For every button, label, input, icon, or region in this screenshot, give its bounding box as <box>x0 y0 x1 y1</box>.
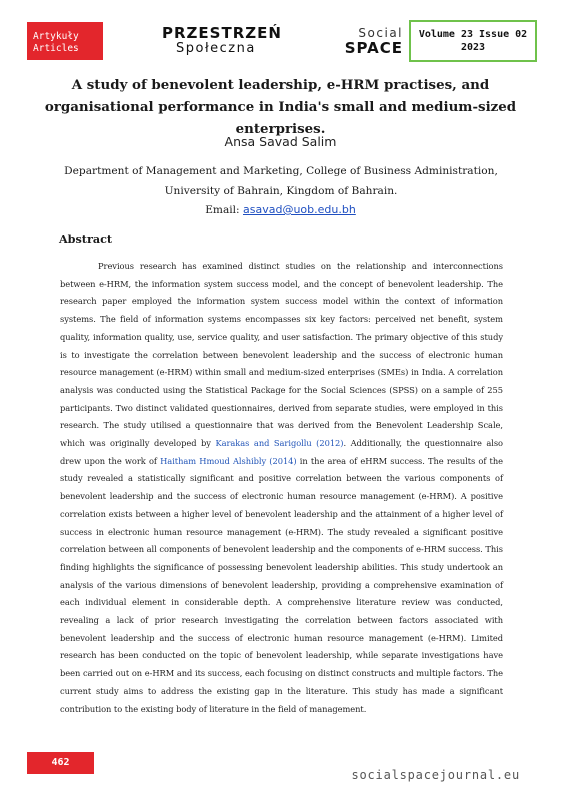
journal-website: socialspacejournal.eu <box>351 768 520 782</box>
volume-issue-label: Volume 23 Issue 02 <box>418 29 528 40</box>
article-type-badge <box>27 22 103 60</box>
author-name: Ansa Savad Salim <box>224 134 337 149</box>
email-link[interactable]: asavad@uob.edu.bh <box>243 203 356 216</box>
citation-link-alshibly[interactable]: Haitham Hmoud Alshibly (2014) <box>160 455 297 466</box>
volume-year: 2023 <box>460 42 486 53</box>
volume-issue-box <box>409 20 537 62</box>
badge-label-polish: Artykuły <box>33 31 79 42</box>
logo-en-line2: SPACE <box>344 39 403 57</box>
paper-title: A study of benevolent leadership, e-HRM practises, and organisational performance in India's small and medium-sized enterprises. <box>44 77 517 137</box>
logo-pl-line1: PRZESTRZEŃ <box>162 24 282 42</box>
abstract-text-part1: Previous research has examined distinct studies on the relationship and interconnections between e-HRM, the information system success model, and the concept of benevolent leadership. The research paper employed the information system success model within the context of information systems. The field of information systems encompasses six key factors: perceived net benefit, system quality, information quality, use, service quality, and user satisfaction. The primary objective of this study is to investigate the correlation between benevolent leadership and the success of electronic human resource management (e-HRM) within small and medium-sized enterprises (SMEs) in India. A correlation analysis was conducted using the Statistical Package for the Social Sciences (SPSS) on a sample of 255 participants. Two distinct validated questionnaires, derived from separate studies, were employed in this research. The study utilised a questionnaire that was derived from the Benevolent Leadership Scale, which was originally developed by <box>60 261 503 449</box>
logo-pl-line2: Społeczna <box>176 41 256 56</box>
abstract-body <box>60 258 503 718</box>
logo-en-line1: Social <box>358 26 403 40</box>
journal-logo-polish <box>162 26 282 56</box>
abstract-text-part3: in the area of eHRM success. The results of the study revealed a statistically significant and positive correlation between the various components of benevolent leadership and the success of electronic human resource management (e-HRM). A positive correlation exists between a higher level of benevolent leadership and the attainment of a higher level of success in electronic human resource management (e-HRM). The study revealed a significant positive correlation between all components of benevolent leadership and the components of e-HRM success. This finding highlights the significance of possessing benevolent leadership abilities. This study undertook an analysis of the various dimensions of benevolent leadership, providing a comprehensive examination of each individual element in considerable depth. A comprehensive literature review was conducted, revealing a lack of prior research investigating the correlation between factors associated with benevolent leadership and the success of electronic human resource management (e-HRM). Limited research has been conducted on the topic of benevolent leadership, while separate investigations have been carried out on e-HRM and its success, each focusing on distinct constructs and multiple factors. The current study aims to address the existing gap in the literature. This study has made a significant contribution to the existing body of literature in the field of management. <box>60 455 503 714</box>
abstract-heading: Abstract <box>59 232 113 246</box>
citation-link-karakas[interactable]: Karakas and Sarigollu (2012) <box>215 438 344 449</box>
abstract-text-part2: . Additionally, the questionnaire also drew upon the work of <box>60 438 503 466</box>
email-label: Email: <box>205 204 243 216</box>
page-number-badge: 462 <box>27 752 94 774</box>
journal-logo-english <box>331 26 403 56</box>
author-email-line <box>0 203 561 216</box>
badge-label-english: Articles <box>33 43 79 54</box>
author-affiliation: Department of Management and Marketing, College of Business Administration, University of Bahrain, Kingdom of Bahrain. <box>64 165 498 197</box>
